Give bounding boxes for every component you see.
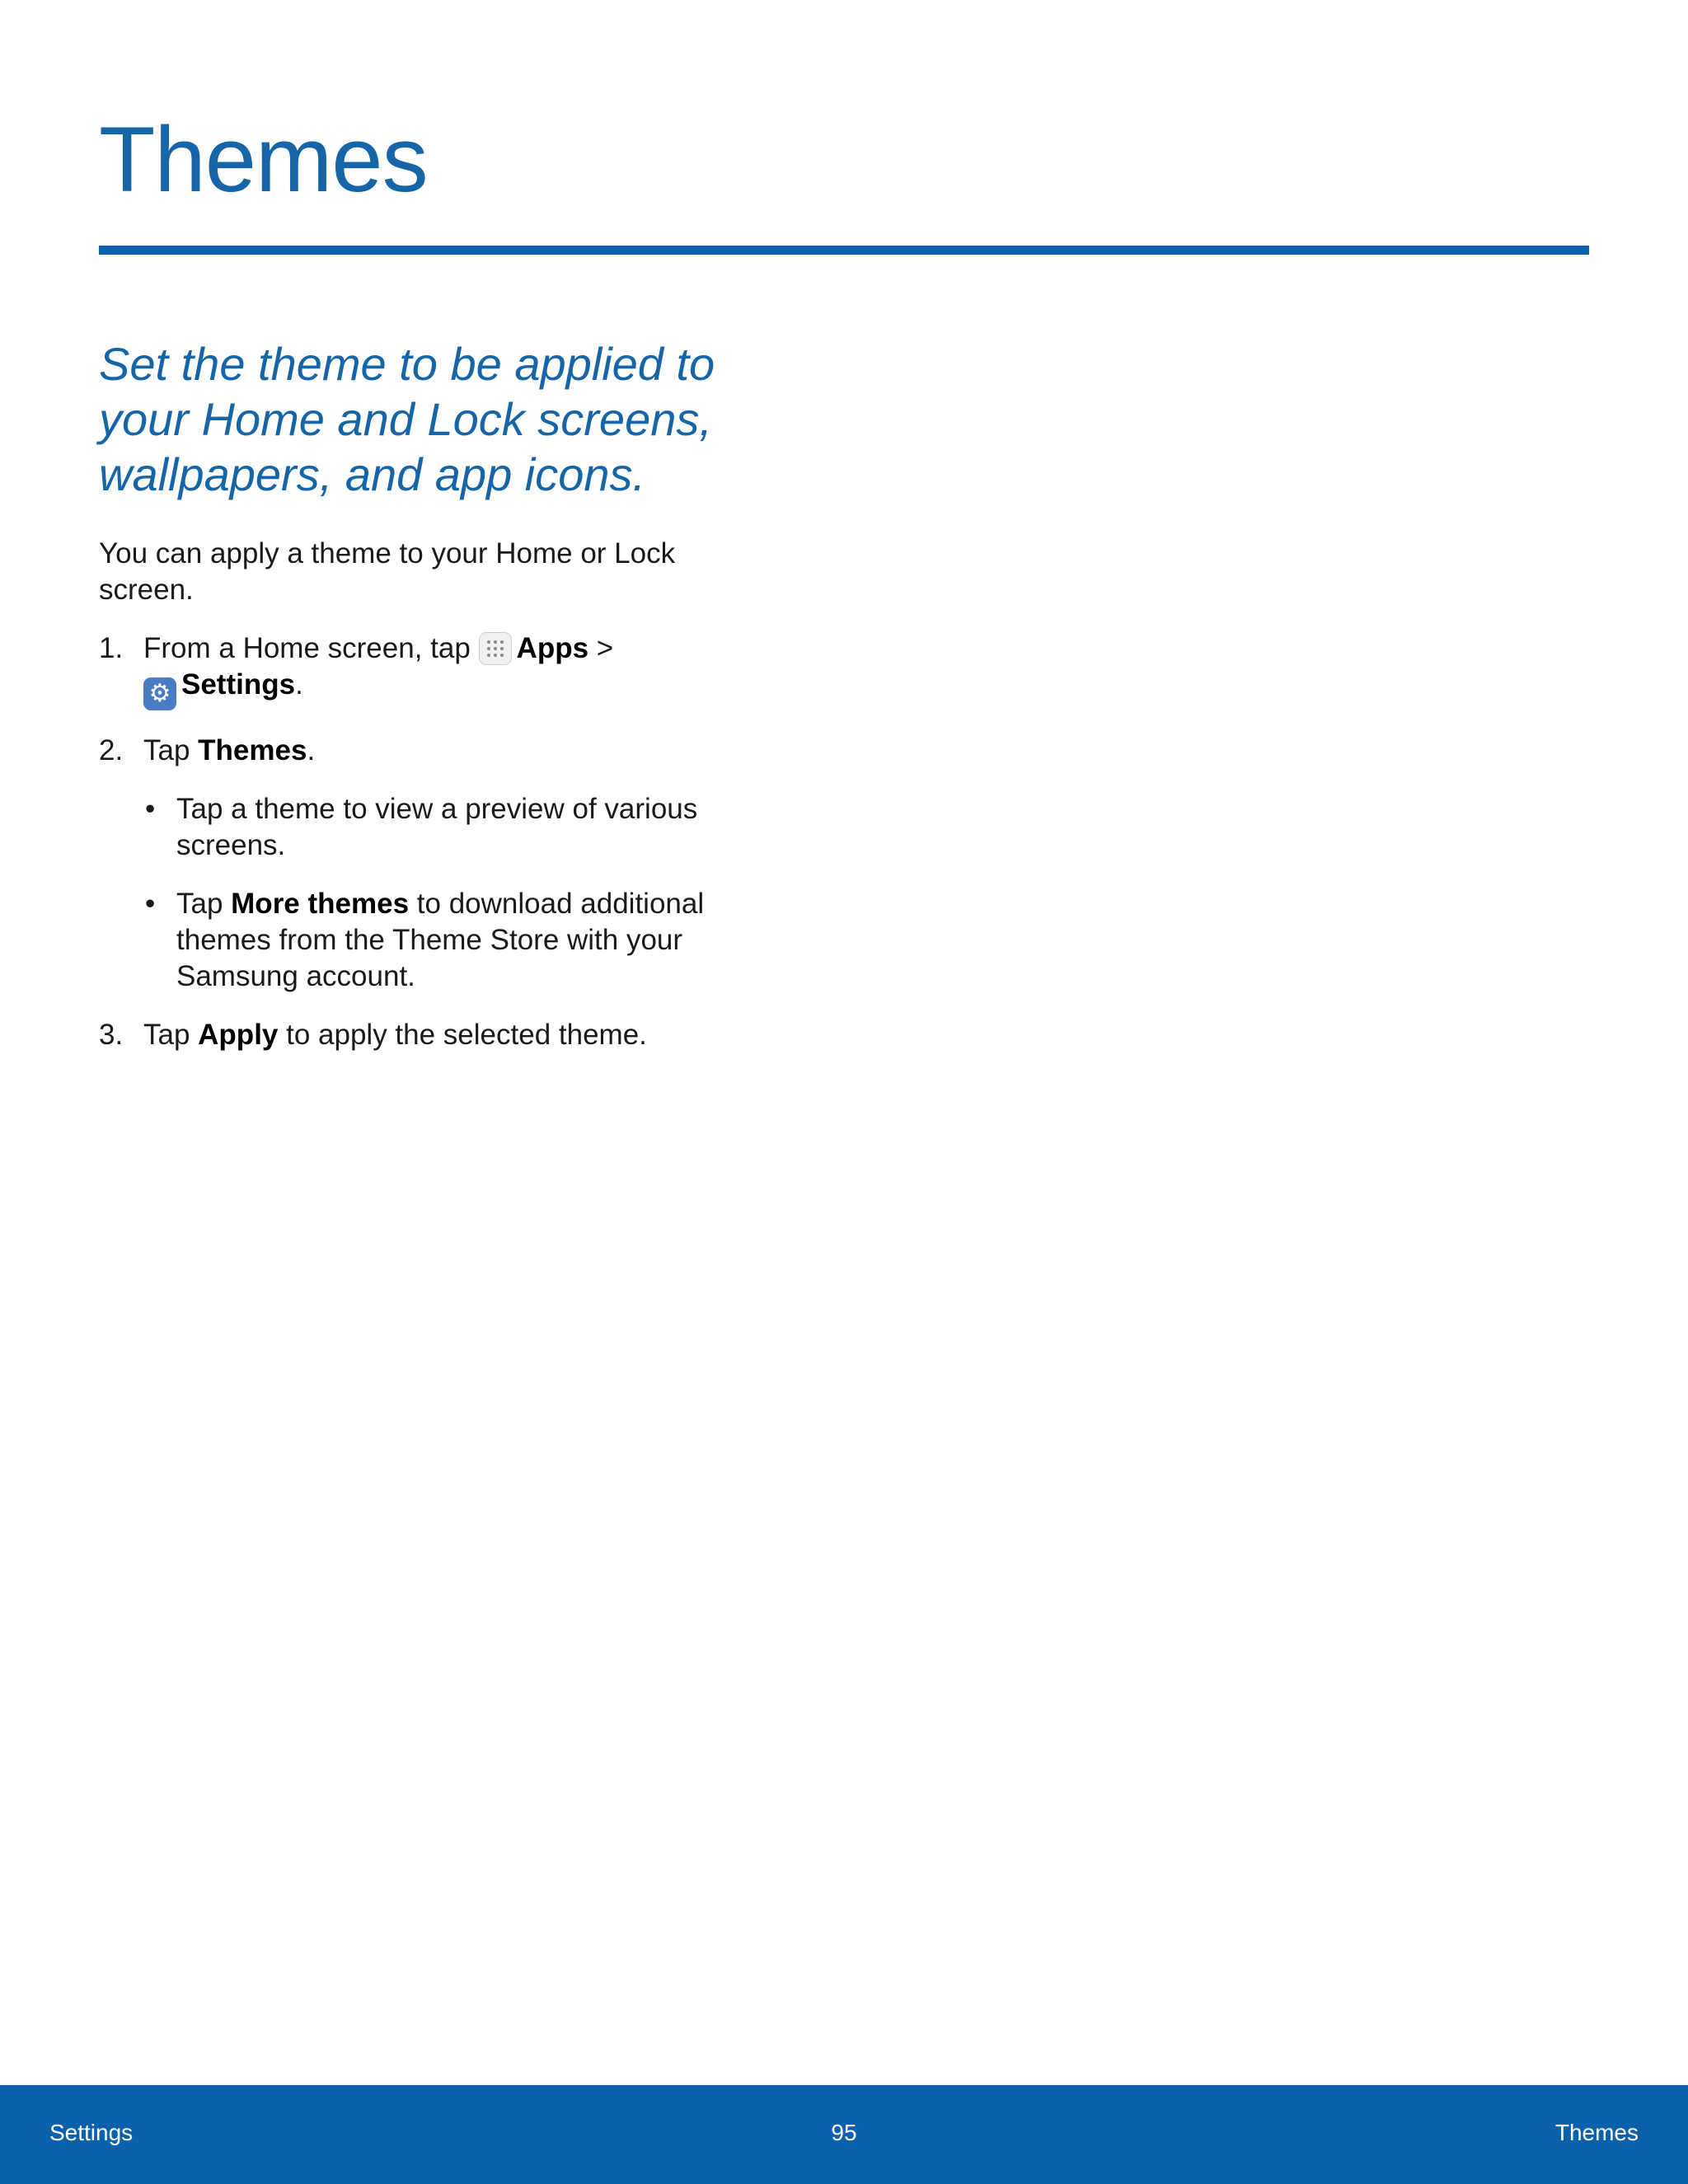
settings-gear-icon: ⚙ [143, 677, 176, 710]
bullet-text-end: to download additional themes from the Theme Store with your Samsung account. [176, 888, 705, 992]
step-number: 3. [99, 1019, 124, 1051]
footer-page-number: 95 [831, 2120, 857, 2145]
step-separator: > [588, 632, 614, 664]
bullet-text: Tap a theme to view a preview of various screens. [176, 793, 698, 861]
page-title: Themes [99, 108, 428, 211]
apps-grid-icon [479, 632, 512, 665]
step-text: From a Home screen, tap [143, 632, 479, 664]
bullet-item [99, 886, 758, 995]
bullet-icon: • [145, 888, 156, 920]
step-number: 1. [99, 632, 124, 664]
step-text-end: to apply the selected theme. [278, 1019, 647, 1051]
settings-label: Settings [181, 668, 296, 701]
intro-heading: Set the theme to be applied to your Home and Lock screens, wallpapers, and app icons. [99, 338, 715, 500]
page-footer [0, 2085, 1688, 2184]
intro-paragraph: You can apply a theme to your Home or Lock screen. [99, 537, 676, 606]
step-1 [99, 630, 758, 710]
title-divider [99, 246, 1589, 255]
bullet-text: Tap [176, 888, 232, 920]
footer-chapter-link[interactable]: Themes [1554, 2120, 1639, 2145]
body-content [99, 536, 758, 1076]
apply-label: Apply [198, 1019, 279, 1051]
step-3 [99, 1017, 758, 1053]
apps-label: Apps [516, 632, 589, 664]
bullet-icon: • [145, 793, 156, 825]
footer-section-link[interactable]: Settings [49, 2120, 134, 2145]
step-text-end: . [295, 668, 303, 701]
step-number: 2. [99, 734, 124, 766]
more-themes-label: More themes [231, 888, 410, 920]
step-text: Tap [143, 1019, 199, 1051]
step-2 [99, 733, 758, 769]
themes-label: Themes [198, 734, 307, 766]
step-text-end: . [307, 734, 316, 766]
step-text: Tap [143, 734, 199, 766]
bullet-item [99, 791, 758, 864]
